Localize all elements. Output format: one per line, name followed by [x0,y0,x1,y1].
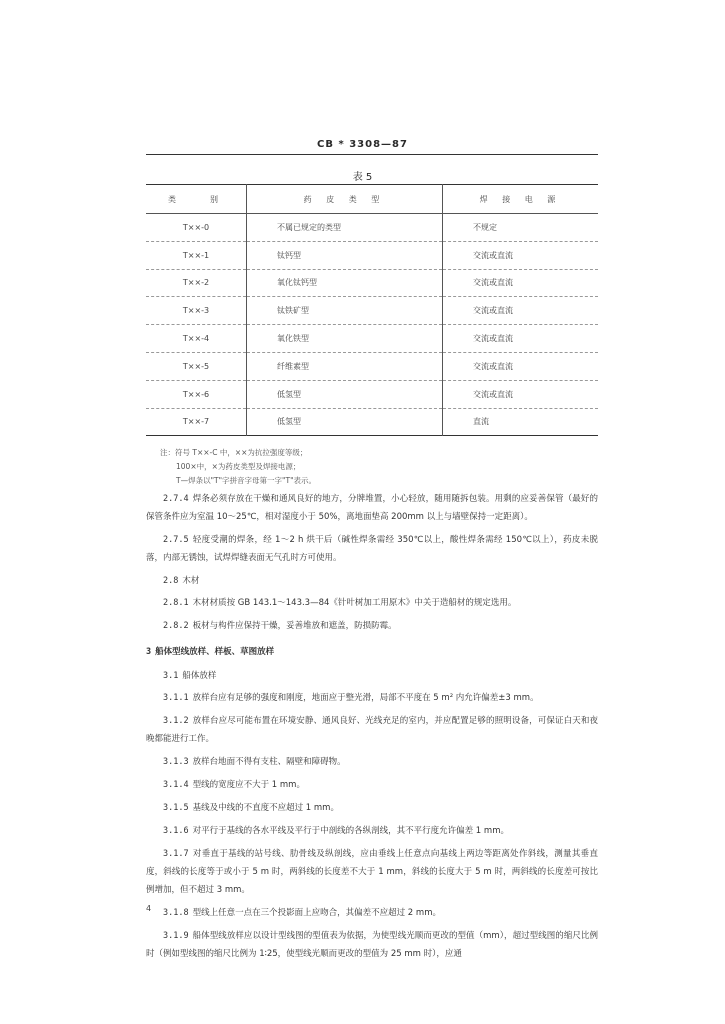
clause-paragraph [146,712,598,748]
cell-category: T××-1 [182,250,210,260]
cell-category: T××-7 [182,417,210,427]
table-row [146,241,598,269]
clause-text: 型线上任意一点在三个投影面上应吻合，其偏差不应超过 2 mm。 [192,908,441,918]
clause-text: 对垂直于基线的站号线、肋骨线及纵剖线，应由垂线上任意点向基线上两边等距离处作斜线，测量其垂直度，斜线的长度等于或小于 5 m 时，两斜线的长度差不大于 1 mm，斜线的长度大于 5 m 时，两斜线的长度差可按比例增加，但不超过 3 mm。 [146,849,598,895]
clause-text: 放样台应有足够的强度和刚度，地面应于整光滑，局部不平度在 5 m² 内允许偏差±3 mm。 [192,693,539,703]
table-row [146,352,598,380]
clause-number: 3.1.7 [163,849,189,859]
subsection-heading [146,667,598,685]
clause-paragraph [146,753,598,771]
table-header-row [146,185,598,214]
clause-text: 木材 [182,576,200,586]
clause-paragraph [146,904,598,922]
column-header-power-source: 焊 接 电 源 [443,185,599,214]
table-row [146,297,598,325]
clause-paragraph [146,689,598,707]
body-text [146,490,598,968]
clause-number: 2.8 [163,576,179,586]
cell-coating-type: 不属已规定的类型 [247,214,443,242]
cell-category: T××-5 [182,361,210,371]
cell-category: T××-6 [182,389,210,399]
clause-paragraph [146,490,598,526]
cell-coating-type: 氧化钛钙型 [247,269,443,297]
clause-number: 3.1.4 [163,780,189,790]
cell-power-source: 直流 [443,408,599,436]
page-number: 4 [146,904,152,913]
cell-power-source: 交流或直流 [443,325,599,353]
table-notes [160,446,600,488]
table-note: 100×中，×为药皮类型及焊接电源； [176,462,301,471]
clause-number: 2.7.5 [163,535,189,545]
clause-paragraph [146,531,598,567]
table-row [146,269,598,297]
clause-text: 板材与构件应保持干燥，妥善堆放和遮盖，防损防霉。 [192,621,397,631]
table-row [146,214,598,242]
clause-text: 型线的宽度应不大于 1 mm。 [192,780,305,790]
clause-text: 船体型线放样应以设计型线图的型值表为依据，为使型线光顺而更改的型值（mm），超过型线图的缩尺比例时（例如型线图的缩尺比例为 1∶25，使型线光顺而更改的型值为 25 mm 时），应通 [146,931,598,959]
electrode-type-table [146,184,598,436]
cell-power-source: 交流或直流 [443,241,599,269]
clause-text: 木材材质按 GB 143.1～143.3—84《针叶树加工用原木》中关于造船材的规定选用。 [192,598,517,608]
table-row [146,408,598,436]
clause-paragraph [146,594,598,612]
clause-paragraph [146,927,598,963]
cell-power-source: 交流或直流 [443,380,599,408]
clause-text: 船体型线放样、样板、草图放样 [155,647,275,657]
cell-power-source: 交流或直流 [443,297,599,325]
clause-number: 3.1.9 [163,931,189,941]
clause-text: 焊条必须存放在干燥和通风良好的地方，分牌堆置，小心轻放，随用随拆包装。用剩的应妥善保管（最好的保管条件应为室温 10～25℃，相对湿度小于 50%，离地面垫高 200mm 以上与墙壁保持一定距离）。 [146,494,598,522]
cell-power-source: 不规定 [443,214,599,242]
cell-coating-type: 低氢型 [247,380,443,408]
clause-text: 船体放样 [182,671,217,681]
standard-number: CB * 3308—87 [317,139,408,150]
section-heading [146,643,598,661]
cell-coating-type: 低氢型 [247,408,443,436]
clause-number: 3.1 [163,671,179,681]
header-rule [146,154,598,155]
cell-coating-type: 钛铁矿型 [247,297,443,325]
clause-number: 3.1.1 [163,693,189,703]
column-header-category: 类 别 [168,194,224,204]
cell-category: T××-0 [182,222,210,232]
cell-power-source: 交流或直流 [443,352,599,380]
table-row [146,325,598,353]
clause-paragraph [146,822,598,840]
clause-text: 基线及中线的不直度不应超过 1 mm。 [192,803,339,813]
clause-number: 3.1.3 [163,757,189,767]
cell-category: T××-2 [182,278,210,288]
table-row [146,380,598,408]
cell-coating-type: 钛钙型 [247,241,443,269]
cell-category: T××-3 [182,306,210,316]
cell-category: T××-4 [182,334,210,344]
clause-number: 3.1.2 [163,716,189,726]
clause-text: 放样台应尽可能布置在环境安静、通风良好、光线充足的室内，并应配置足够的照明设备，可保证白天和夜晚都能进行工作。 [146,716,598,744]
clause-paragraph [146,617,598,635]
cell-coating-type: 氧化铁型 [247,325,443,353]
clause-number: 2.8.2 [163,621,189,631]
clause-paragraph [146,845,598,899]
clause-number: 2.8.1 [163,598,189,608]
clause-text: 轻度受潮的焊条，经 1～2 h 烘干后（碱性焊条需经 350℃以上，酸性焊条需经 150℃以上），药皮未脱落，内部无锈蚀，试焊焊缝表面无气孔时方可使用。 [146,535,598,563]
clause-text: 对平行于基线的各水平线及平行于中剖线的各纵剖线，其不平行度允许偏差 1 mm。 [192,826,509,836]
table-note: T—焊条以"T"字拼音字母第一字"T"表示。 [176,476,317,485]
clause-paragraph [146,799,598,817]
cell-coating-type: 纤维素型 [247,352,443,380]
clause-number: 3.1.6 [163,826,189,836]
clause-text: 放样台地面不得有支柱、隔壁和障碍物。 [192,757,346,767]
subsection-heading [146,572,598,590]
cell-power-source: 交流或直流 [443,269,599,297]
clause-number: 2.7.4 [163,494,189,504]
table-note: 注：符号 T××-C 中，××为抗拉强度等级； [160,448,308,457]
clause-number: 3.1.8 [163,908,189,918]
table-title: 表 5 [352,172,373,183]
clause-paragraph [146,776,598,794]
column-header-coating-type: 药 皮 类 型 [247,185,443,214]
clause-number: 3 [146,647,152,657]
clause-number: 3.1.5 [163,803,189,813]
